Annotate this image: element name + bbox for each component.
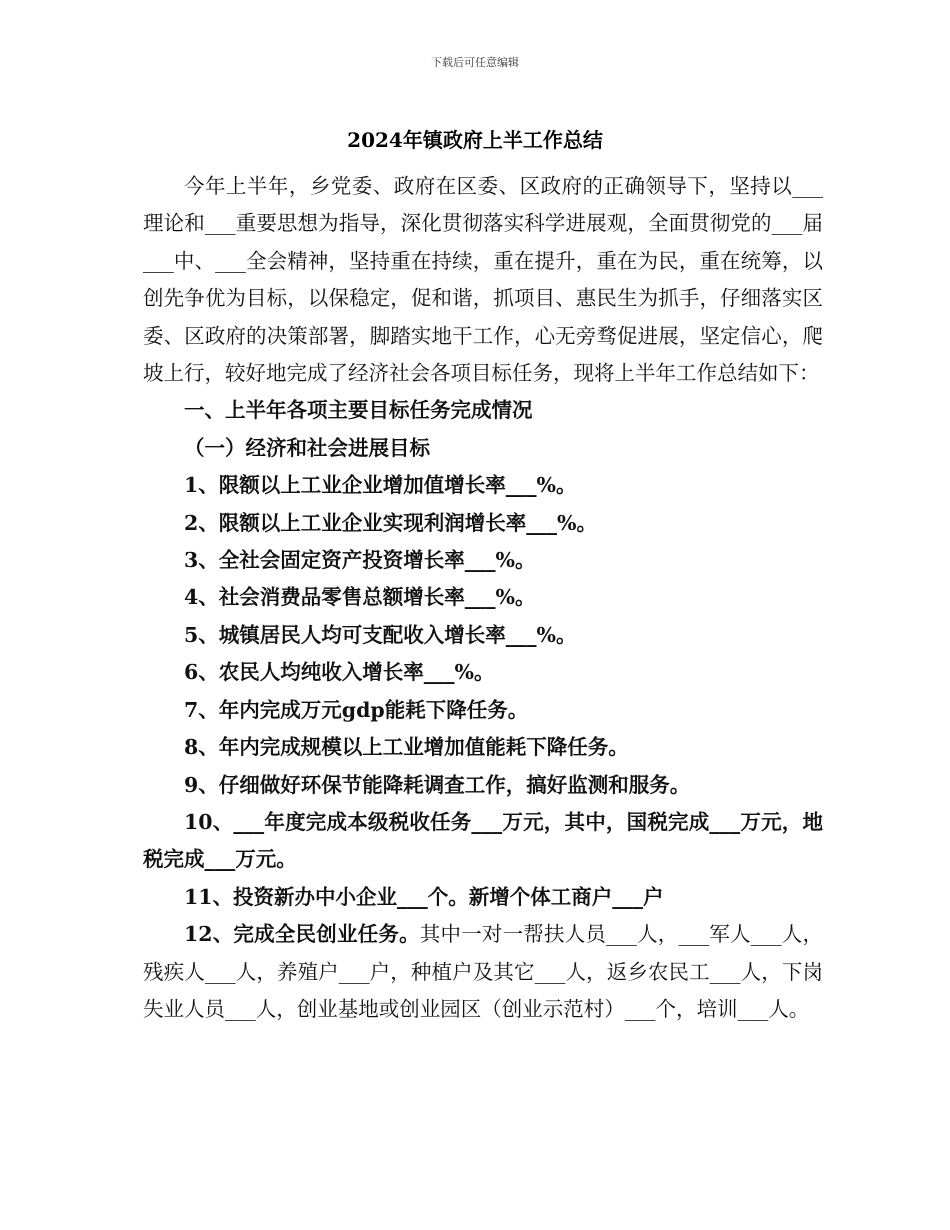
section-heading: 一、上半年各项主要目标任务完成情况	[184, 398, 533, 423]
item-10-paragraph: 10、___年度完成本级税收任务___万元，其中，国税完成___万元，地税完成___万元。	[143, 809, 823, 872]
list-item: 6、农民人均纯收入增长率___%。	[184, 660, 495, 685]
list-item: 2、限额以上工业企业实现利润增长率___%。	[184, 510, 597, 535]
list-item: 1、限额以上工业企业增加值增长率___%。	[184, 473, 577, 498]
item-11-line: 11、投资新办中小企业___个。新增个体工商户___户	[184, 884, 664, 909]
item-12-lead: 12、完成全民创业任务。	[184, 922, 420, 947]
list-item: 5、城镇居民人均可支配收入增长率___%。	[184, 622, 577, 647]
list-item: 4、社会消费品零售总额增长率___%。	[184, 585, 536, 610]
document-body	[143, 168, 823, 1028]
subsection-heading: （一）经济和社会进展目标	[184, 435, 430, 460]
list-item: 3、全社会固定资产投资增长率___%。	[184, 548, 536, 573]
list-item: 7、年内完成万元gdp能耗下降任务。	[184, 697, 529, 722]
item-12-paragraph	[143, 916, 823, 1028]
item-12-detail: 其中一对一帮扶人员___人，___军人___人，残疾人___人，养殖户___户，种植户及其它___人，返乡农民工___人，下岗失业人员___人，创业基地或创业园区（创业示范村）___个，培训___人。	[143, 922, 824, 1021]
document-title: 2024年镇政府上半工作总结	[347, 128, 603, 152]
list-item: 8、年内完成规模以上工业增加值能耗下降任务。	[184, 735, 629, 760]
header-note: 下载后可任意编辑	[431, 56, 519, 69]
intro-paragraph: 今年上半年，乡党委、政府在区委、区政府的正确领导下，坚持以___理论和___重要思想为指导，深化贯彻落实科学进展观，全面贯彻党的___届___中、___全会精神，坚持重在持续，重在提升，重在为民，重在统筹，以创先争优为目标，以保稳定，促和谐，抓项目、惠民生为抓手，仔细落实区委、区政府的决策部署，脚踏实地干工作，心无旁骛促进展，坚定信心，爬坡上行，较好地完成了经济社会各项目标任务，现将上半年工作总结如下：	[143, 174, 823, 386]
list-item: 9、仔细做好环保节能降耗调查工作，搞好监测和服务。	[184, 772, 691, 797]
